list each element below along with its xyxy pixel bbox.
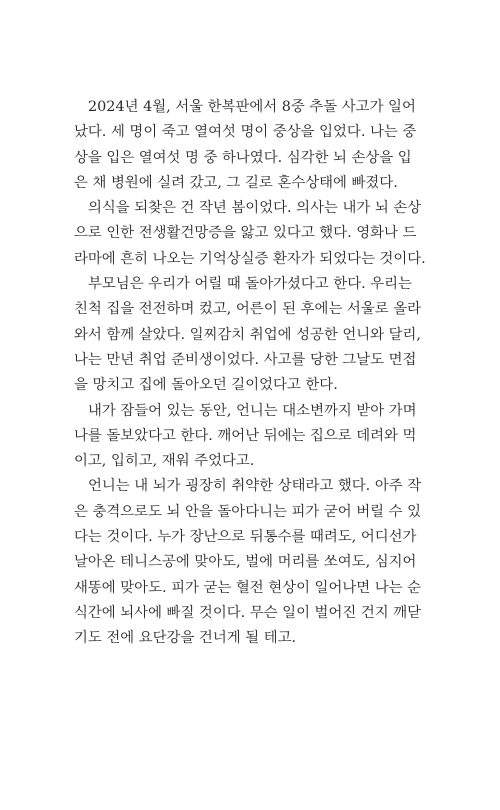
paragraph-5-line-4: 날아온 테니스공에 맞아도, 벌에 머리를 쏘여도, 심지어: [74, 554, 417, 571]
paragraph-3-line-3: 와서 함께 살았다. 일찌감치 취업에 성공한 언니와 달리,: [74, 326, 422, 343]
paragraph-4-line-2: 나를 돌보았다고 한다. 깨어난 뒤에는 집으로 데려와 먹: [74, 427, 417, 444]
paragraph-3-line-1: 부모님은 우리가 어릴 때 돌아가셨다고 한다. 우리는: [88, 276, 412, 293]
paragraph-5-line-5: 새똥에 맞아도. 피가 굳는 혈전 현상이 일어나면 나는 순: [74, 579, 422, 596]
paragraph-2-line-2: 으로 인한 전생활건망증을 앓고 있다고 했다. 영화나 드: [74, 225, 417, 242]
paragraph-1-line-4: 은 채 병원에 실려 갔고, 그 길로 혼수상태에 빠졌다.: [74, 174, 398, 191]
paragraph-1-line-3: 상을 입은 열여섯 명 중 하나였다. 심각한 뇌 손상을 입: [74, 149, 412, 166]
paragraph-3-line-4: 나는 만년 취업 준비생이었다. 사고를 당한 그날도 면접: [74, 351, 417, 368]
paragraph-2-line-1: 의식을 되찾은 건 작년 봄이었다. 의사는 내가 뇌 손상: [88, 200, 422, 217]
paragraph-5-line-1: 언니는 내 뇌가 굉장히 취약한 상태라고 했다. 아주 작: [88, 478, 422, 495]
paragraph-5-line-6: 식간에 뇌사에 빠질 것이다. 무슨 일이 벌어진 건지 깨닫: [74, 604, 422, 621]
paragraph-1-line-2: 났다. 세 명이 죽고 열여섯 명이 중상을 입었다. 나는 중: [74, 124, 417, 141]
paragraph-3-line-2: 친척 집을 전전하며 컸고, 어른이 된 후에는 서울로 올라: [74, 301, 422, 318]
paragraph-4-line-1: 내가 잠들어 있는 동안, 언니는 대소변까지 받아 가며: [88, 402, 417, 419]
paragraph-5-line-7: 기도 전에 요단강을 건너게 될 테고.: [74, 630, 297, 647]
paragraph-4-line-3: 이고, 입히고, 재워 주었다고.: [74, 453, 255, 470]
paragraph-5-line-2: 은 충격으로도 뇌 안을 돌아다니는 피가 굳어 버릴 수 있: [74, 503, 422, 520]
paragraph-1-line-1: 2024년 4월, 서울 한복판에서 8중 추돌 사고가 일어: [88, 99, 416, 115]
paragraph-2-line-3: 라마에 흔히 나오는 기억상실증 환자가 되었다는 것이다.: [74, 250, 426, 267]
paragraph-5-line-3: 다는 것이다. 누가 장난으로 뒤통수를 때려도, 어디선가: [74, 529, 417, 546]
paragraph-3-line-5: 을 망치고 집에 돌아오던 길이었다고 한다.: [74, 377, 338, 394]
body-text: [74, 95, 426, 652]
